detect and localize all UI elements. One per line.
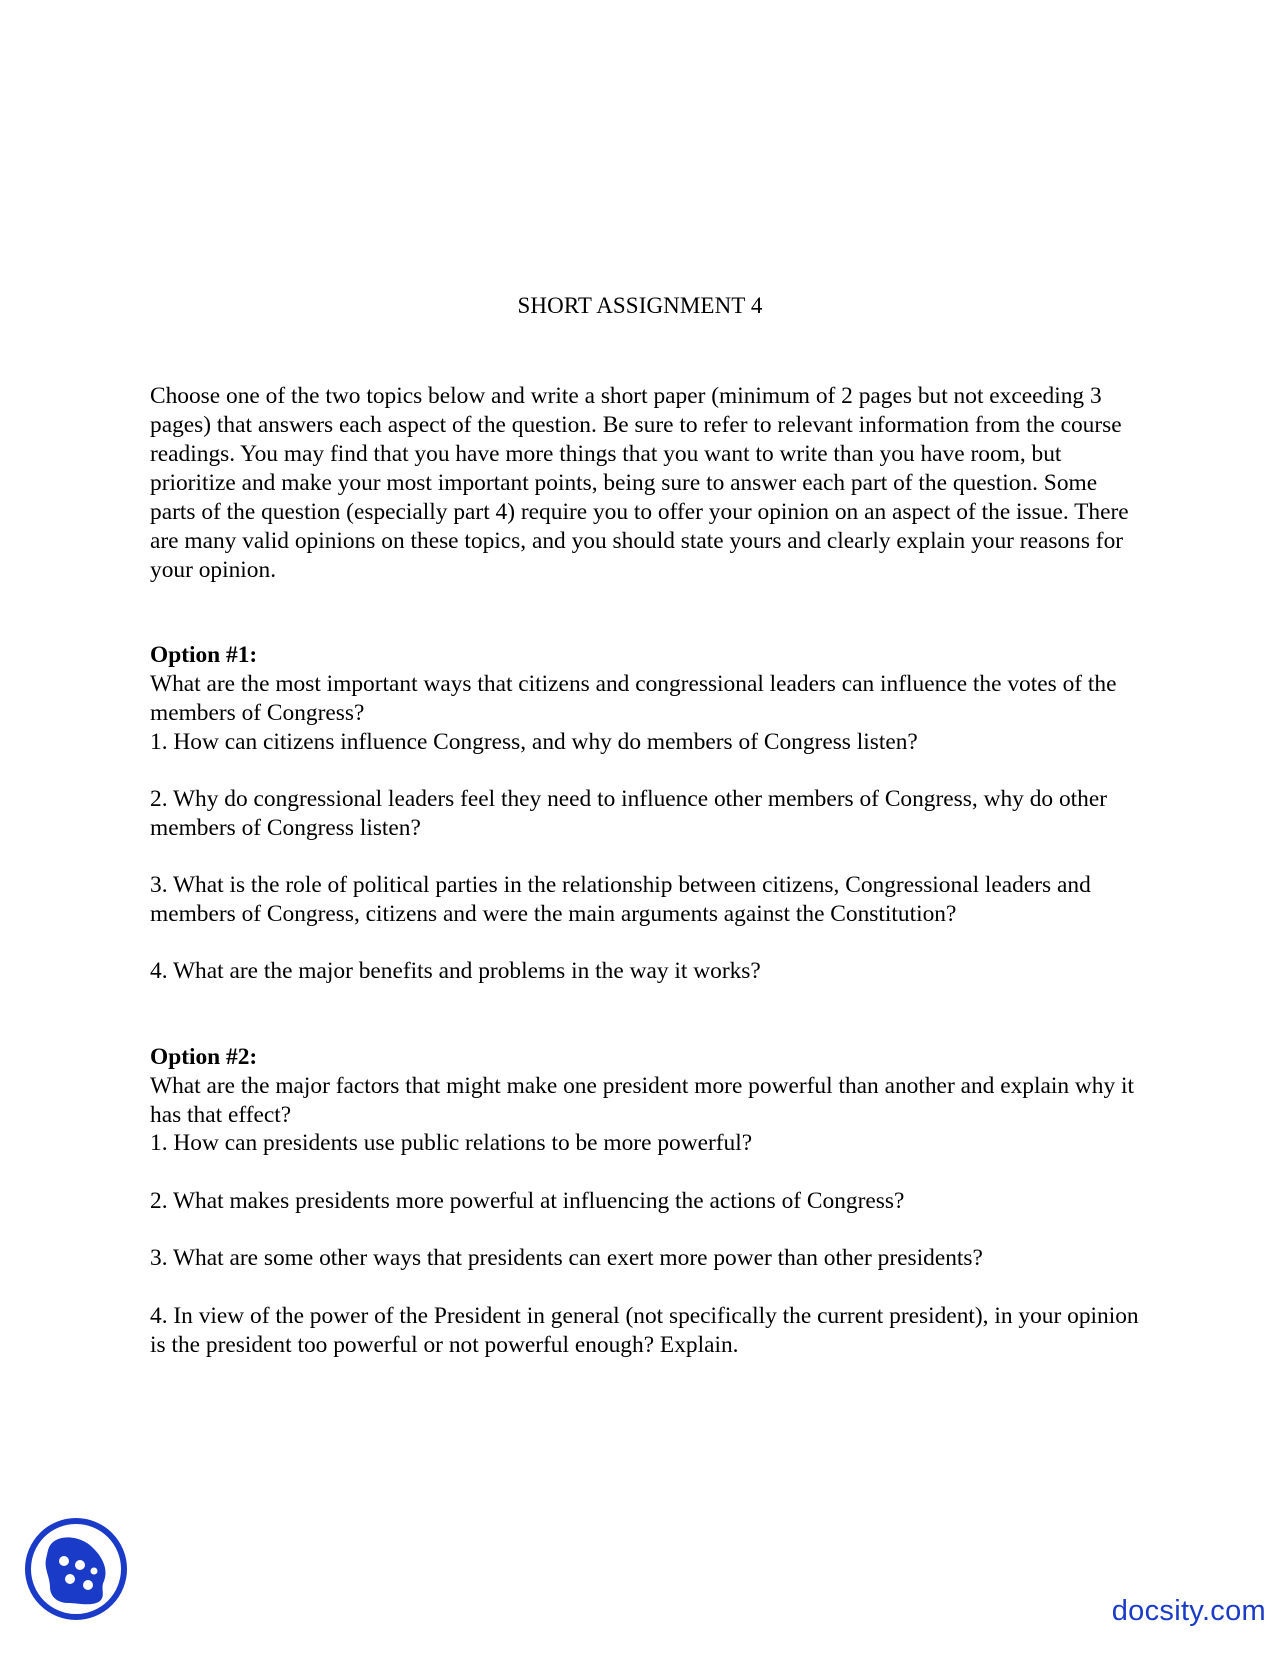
docsity-logo-icon[interactable] (22, 1515, 130, 1623)
option-1-question: What are the most important ways that citizens and congressional leaders can influence the votes of the members of Congress? (150, 671, 1117, 726)
option-2-heading: Option #2: (150, 1044, 258, 1070)
option-2-item-2: 2. What makes presidents more powerful at influencing the actions of Congress? (150, 1188, 905, 1214)
intro-paragraph: Choose one of the two topics below and write a short paper (minimum of 2 pages but not exceeding 3 pages) that answers each aspect of the question. Be sure to refer to relevant information from the course readings. You may find that you have more things that you want to write than you have room, but prioritize and make your most important points, being sure to answer each part of the question. Some parts of the question (especially part 4) require you to offer your opinion on an aspect of the issue. There are many valid opinions on these topics, and you should state yours and clearly explain your reasons for your opinion. (150, 383, 1129, 583)
option-1-item-3: 3. What is the role of political parties in the relationship between citizens, Congressional leaders and members of Congress, citizens and were the main arguments against the Constitution? (150, 872, 1091, 927)
option-1-item-4: 4. What are the major benefits and problems in the way it works? (150, 958, 761, 984)
option-1-item-2: 2. Why do congressional leaders feel they need to influence other members of Congress, why do other members of Congress listen? (150, 786, 1108, 841)
option-2-item-1: 1. How can presidents use public relations to be more powerful? (150, 1130, 753, 1156)
option-1-heading: Option #1: (150, 642, 258, 668)
option-2-item-3: 3. What are some other ways that presidents can exert more power than other presidents? (150, 1245, 983, 1271)
option-1-item-1: 1. How can citizens influence Congress, and why do members of Congress listen? (150, 729, 918, 755)
option-2-question: What are the major factors that might make one president more powerful than another and explain why it has that effect? (150, 1073, 1135, 1128)
option-2-item-4: 4. In view of the power of the President in general (not specifically the current president), in your opinion is the president too powerful or not powerful enough? Explain. (150, 1303, 1139, 1358)
docsity-brand-link[interactable]: docsity.com (1111, 1595, 1266, 1627)
page-title: SHORT ASSIGNMENT 4 (517, 293, 763, 318)
